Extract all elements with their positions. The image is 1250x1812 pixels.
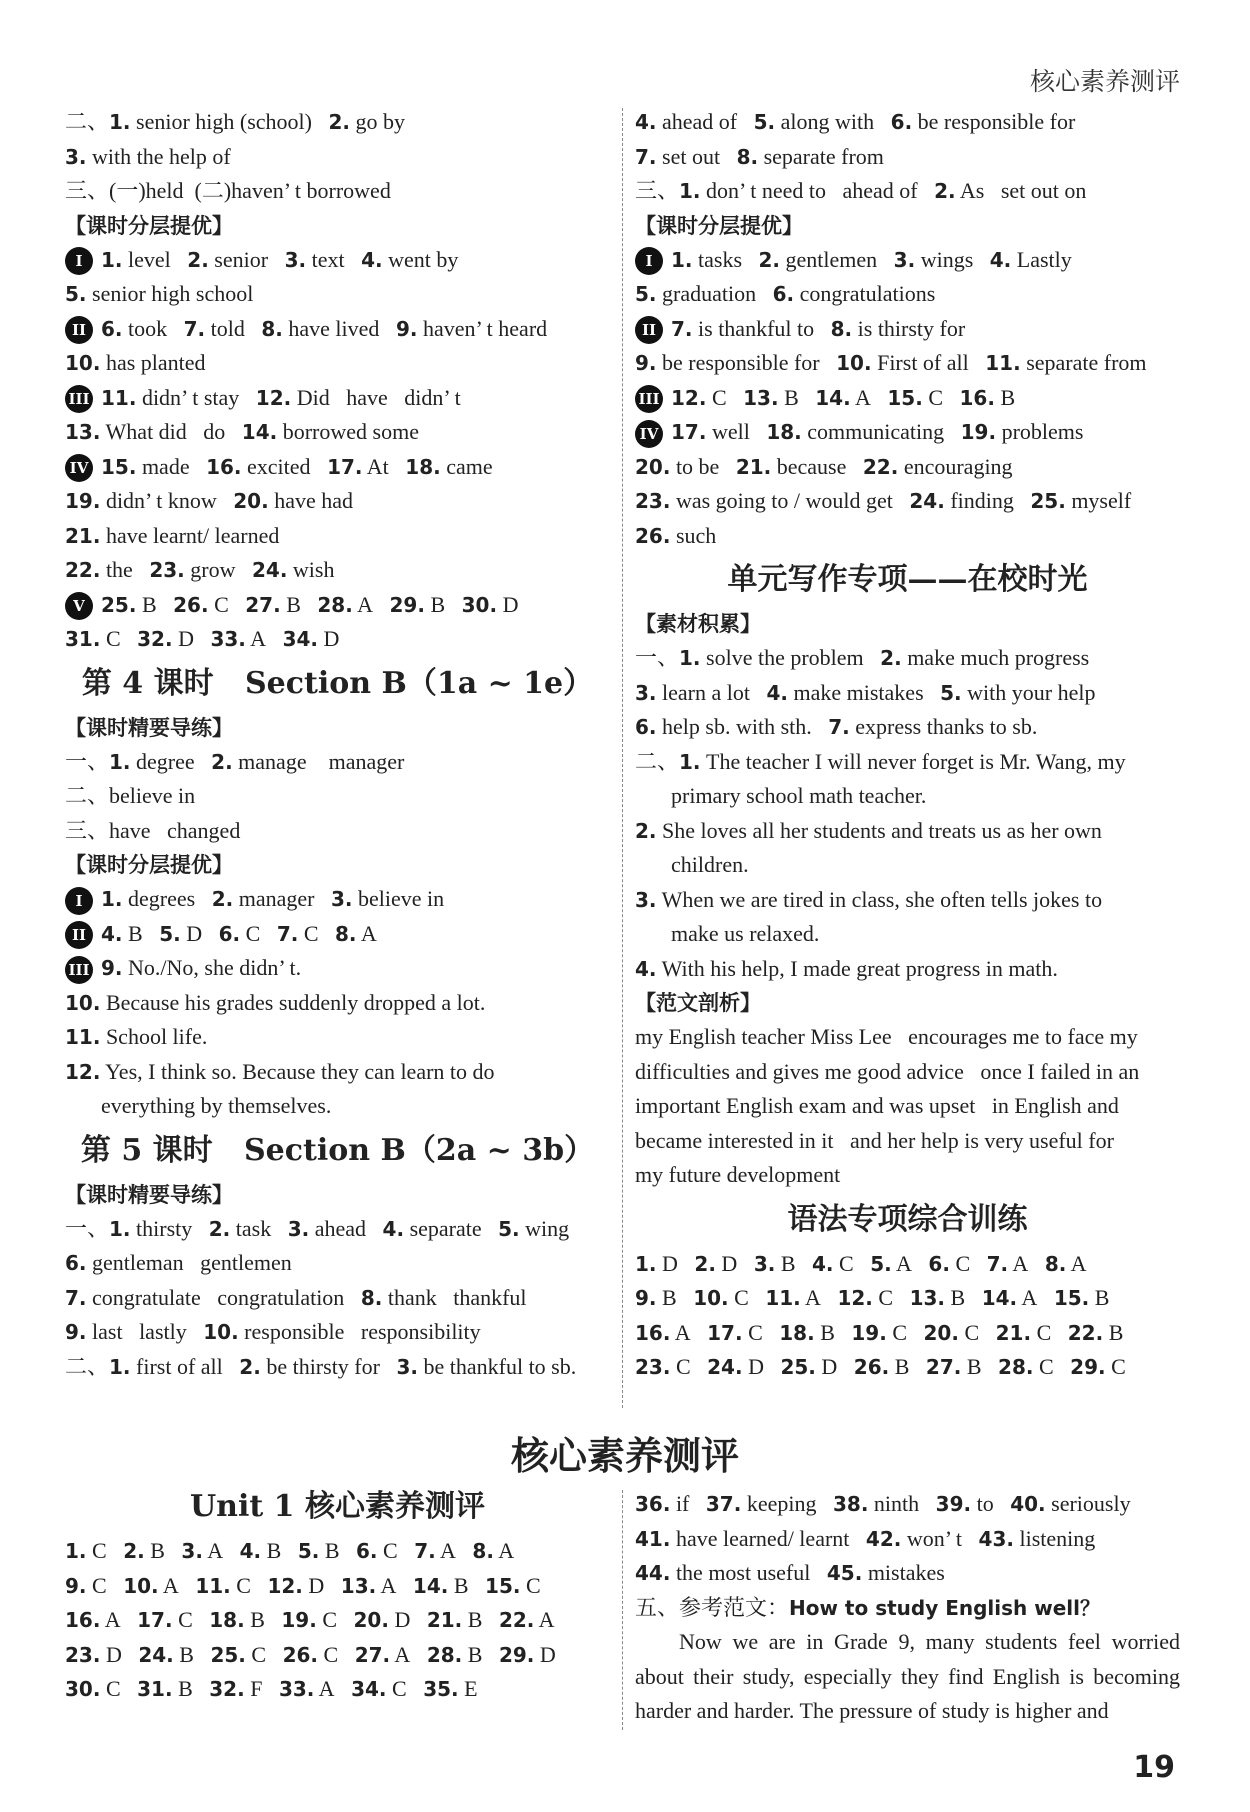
lesson-title: 第 5 课时 Section B（2a ~ 3b） — [80, 1132, 595, 1168]
section-tag: 【课时分层提优】 — [65, 213, 233, 238]
answer-line: my English teacher Miss Lee encourages me to face my — [635, 1024, 1138, 1049]
answer-line: my future development — [635, 1162, 841, 1187]
answer-line: 3. When we are tired in class, she often tells jokes to — [635, 886, 1103, 912]
answer-line: 9. B 10. C 11. A 12. C 13. B 14. A 15. B — [635, 1285, 1110, 1310]
answer-line: 6. help sb. with sth. 7. express thanks to sb. — [635, 714, 1038, 739]
answer-line: 21. have learnt/ learned — [65, 522, 280, 548]
answer-line: 13. What did do 14. borrowed some — [65, 419, 419, 444]
level-badge-icon: I — [65, 247, 93, 275]
answer-line: 26. such — [635, 522, 717, 548]
level-badge-icon: III — [65, 956, 93, 984]
answer-line: 20. to be 21. because 22. encouraging — [635, 453, 1013, 479]
answer-line: 11. School life. — [65, 1024, 208, 1049]
section-tag: 【范文剖析】 — [635, 991, 761, 1015]
answer-line: 9. last lastly 10. responsible responsibility — [65, 1319, 481, 1344]
answer-line: 五、参考范文：How to study English well？ — [635, 1594, 1101, 1620]
level-badge-icon: II — [65, 921, 93, 949]
answer-line: III 9. No./No, she didn’ t. — [65, 951, 610, 986]
answer-line: became interested in it and her help is very useful for — [635, 1127, 1114, 1153]
answer-line: 2. She loves all her students and treats us as her own — [635, 817, 1102, 843]
section-tag: 【课时精要导练】 — [65, 1182, 233, 1207]
answer-line: II 6. took 7. told 8. have lived 9. haven’ t heard — [65, 312, 610, 347]
answer-line: 23. C 24. D 25. D 26. B 27. B 28. C 29. C — [635, 1354, 1126, 1379]
unit-test-right — [635, 1487, 1180, 1729]
answer-line: 三、(一)held (二)haven’ t borrowed — [65, 178, 391, 203]
answer-line: 一、1. degree 2. manage manager — [65, 748, 405, 774]
answer-line: 30. C 31. B 32. F 33. A 34. C 35. E — [65, 1676, 478, 1701]
lesson-title: 语法专项综合训练 — [787, 1201, 1028, 1237]
answer-line: 3. with the help of — [65, 143, 231, 169]
section-tag: 【素材积累】 — [635, 612, 761, 636]
answer-line: 4. With his help, I made great progress in math. — [635, 955, 1058, 981]
answer-line: 二、1. The teacher I will never forget is Mr. Wang, my — [635, 748, 1126, 774]
column-divider-bottom — [622, 1490, 623, 1730]
level-badge-icon: I — [65, 887, 93, 915]
answer-line: 44. the most useful 45. mistakes — [635, 1560, 945, 1585]
column-divider — [622, 108, 623, 1408]
answer-line: children. — [671, 852, 749, 877]
left-column — [65, 105, 610, 1384]
answer-line: IV 15. made 16. excited 17. At 18. came — [65, 450, 610, 485]
answer-line: 3. learn a lot 4. make mistakes 5. with your help — [635, 679, 1096, 705]
level-badge-icon: II — [65, 316, 93, 344]
answer-line: IV 17. well 18. communicating 19. problems — [635, 415, 1180, 450]
answer-line: 10. has planted — [65, 350, 206, 375]
answer-line: 一、1. solve the problem 2. make much progress — [635, 645, 1090, 670]
answer-line: 7. congratulate congratulation 8. thank thankful — [65, 1284, 527, 1310]
answer-line: 4. ahead of 5. along with 6. be responsible for — [635, 109, 1076, 134]
answer-line: I 1. degrees 2. manager 3. believe in — [65, 882, 610, 917]
answer-line: 9. be responsible for 10. First of all 11. separate from — [635, 350, 1147, 375]
lesson-title: 第 4 课时 Section B（1a ~ 1e） — [81, 665, 594, 701]
answer-line: 10. Because his grades suddenly dropped a lot. — [65, 989, 486, 1015]
answer-line: 二、1. senior high (school) 2. go by — [65, 109, 406, 134]
answer-line: difficulties and gives me good advice once I failed in an — [635, 1058, 1140, 1084]
answer-line: 二、believe in — [65, 783, 196, 808]
answer-line: I 1. tasks 2. gentlemen 3. wings 4. Lastly — [635, 243, 1180, 278]
answer-line: 16. A 17. C 18. B 19. C 20. C 21. C 22. B — [635, 1319, 1124, 1345]
level-badge-icon: III — [65, 385, 93, 413]
section-tag: 【课时精要导练】 — [65, 715, 233, 740]
section-title: 核心素养测评 — [510, 1433, 739, 1478]
answer-line: 36. if 37. keeping 38. ninth 39. to 40. seriously — [635, 1491, 1131, 1516]
page-number: 19 — [1133, 1750, 1175, 1785]
level-badge-icon: I — [635, 247, 663, 275]
answer-line: III 11. didn’ t stay 12. Did have didn’ t — [65, 381, 610, 416]
section-tag: 【课时分层提优】 — [635, 213, 803, 238]
level-badge-icon: III — [635, 385, 663, 413]
answer-line: 9. C 10. A 11. C 12. D 13. A 14. B 15. C — [65, 1572, 541, 1598]
answer-line: 一、1. thirsty 2. task 3. ahead 4. separate 5. wing — [65, 1215, 570, 1241]
answer-line: 41. have learned/ learnt 42. won’ t 43. listening — [635, 1525, 1096, 1551]
answer-line: 23. D 24. B 25. C 26. C 27. A 28. B 29. D — [65, 1641, 556, 1667]
answer-line: 22. the 23. grow 24. wish — [65, 557, 335, 582]
answer-line: I 1. level 2. senior 3. text 4. went by — [65, 243, 610, 278]
answer-line: important English exam and was upset in English and — [635, 1093, 1119, 1118]
level-badge-icon: V — [65, 592, 93, 620]
answer-line: II 7. is thankful to 8. is thirsty for — [635, 312, 1180, 347]
answer-line: 5. graduation 6. congratulations — [635, 281, 936, 306]
answer-line: 31. C 32. D 33. A 34. D — [65, 626, 340, 651]
answer-line: 19. didn’ t know 20. have had — [65, 488, 353, 513]
unit-test-left — [65, 1480, 610, 1707]
lesson-title: 单元写作专项——在校时光 — [727, 562, 1088, 597]
answer-line: III 12. C 13. B 14. A 15. C 16. B — [635, 381, 1180, 416]
answer-line: 5. senior high school — [65, 281, 254, 306]
answer-line: make us relaxed. — [671, 921, 820, 946]
answer-line: primary school math teacher. — [671, 783, 927, 808]
level-badge-icon: IV — [635, 420, 663, 448]
sample-essay: Now we are in Grade 9, many students feel worried about their study, especially they find English is becoming harder and harder. The pressure of study is higher and — [635, 1629, 1180, 1723]
running-header: 核心素养测评 — [1029, 67, 1180, 96]
answer-line: 1. C 2. B 3. A 4. B 5. B 6. C 7. A 8. A — [65, 1538, 515, 1563]
answer-line: 16. A 17. C 18. B 19. C 20. D 21. B 22. A — [65, 1607, 555, 1632]
answer-line: 7. set out 8. separate from — [635, 143, 884, 169]
answer-line: V 25. B 26. C 27. B 28. A 29. B 30. D — [65, 588, 610, 623]
answer-line: 二、1. first of all 2. be thirsty for 3. be thankful to sb. — [65, 1353, 577, 1379]
answer-line: 1. D 2. D 3. B 4. C 5. A 6. C 7. A 8. A — [635, 1250, 1087, 1276]
answer-line: 6. gentleman gentlemen — [65, 1250, 292, 1275]
section-tag: 【课时分层提优】 — [65, 853, 233, 877]
answer-line: 三、have changed — [65, 817, 241, 843]
answer-line: II 4. B 5. D 6. C 7. C 8. A — [65, 917, 610, 952]
answer-line: 三、1. don’ t need to ahead of 2. As set out on — [635, 178, 1087, 203]
answer-line: everything by themselves. — [101, 1093, 332, 1118]
level-badge-icon: IV — [65, 454, 93, 482]
answer-line: 12. Yes, I think so. Because they can learn to do — [65, 1058, 495, 1084]
right-column — [635, 105, 1180, 1385]
level-badge-icon: II — [635, 316, 663, 344]
lesson-title: Unit 1 核心素养测评 — [190, 1489, 485, 1524]
answer-line: 23. was going to / would get 24. finding 25. myself — [635, 488, 1132, 513]
